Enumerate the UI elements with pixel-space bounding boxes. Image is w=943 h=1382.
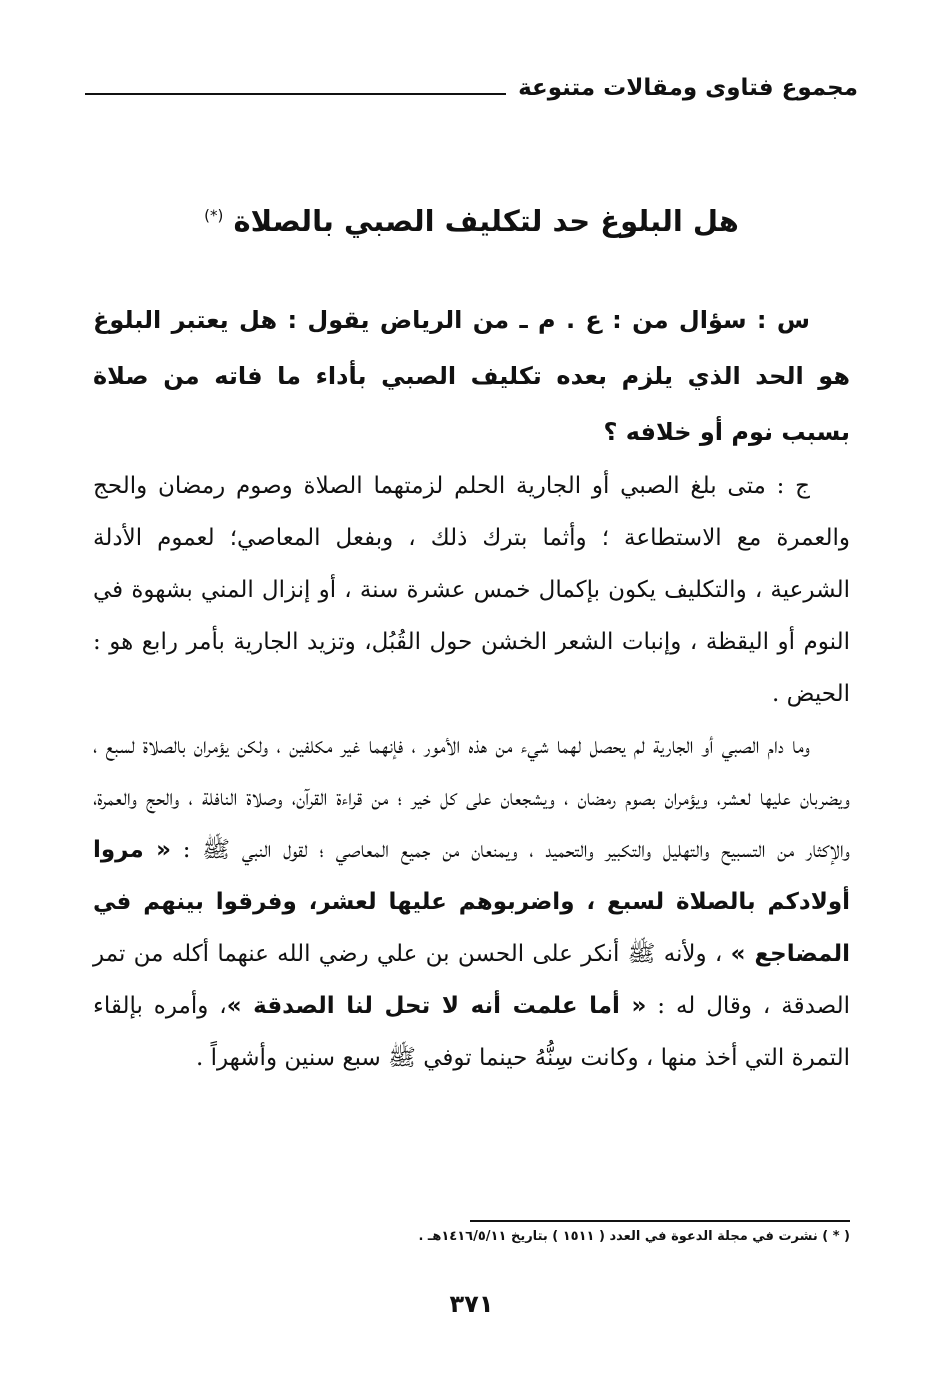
title-footnote-marker: (*) — [204, 206, 224, 225]
hadith-quote-2: « أما علمت أنه لا تحل لنا الصدقة » — [226, 993, 647, 1019]
footnote-rule — [470, 1220, 850, 1222]
page-number: ٣٧١ — [449, 1290, 494, 1318]
question-paragraph: س : سؤال من : ع . م ـ من الرياض يقول : هل يعتبر البلوغ هو الحد الذي يلزم بعده تكليف الصبي بأداء ما فاته من صلاة بسبب نوم أو خلافه ؟ — [93, 306, 850, 446]
answer-paragraph-2 — [93, 720, 850, 1084]
answer-paragraph-1: ج : متى بلغ الصبي أو الجارية الحلم لزمتهما الصلاة وصوم رمضان والحج والعمرة مع الاستطاعة ؛ وأثما بترك ذلك ، وبفعل المعاصي؛ لعموم الأدلة الشرعية ، والتكليف يكون بإكمال خمس عشرة سنة ، أو إنزال المني بشهوة في النوم أو اليقظة ، وإنبات الشعر الخشن حول القُبُل، وتزيد الجارية بأمر رابع هو : الحيض . — [93, 473, 850, 707]
answer-2-intro: وما دام الصبي أو الجارية لم يحصل لهما شيء من هذه الأمور ، فإنهما غير مكلفين ، ولكن يؤمران بالصلاة لسبع ، ويضربان عليها لعشر، ويؤمران بصوم رمضان ، ويشجعان على كل خير ؛ من قراءة القرآن، وصلاة النافلة ، والحج والعمرة، والإكثار من التسبيح والتهليل والتكبير والتحميد ، ويمنعان من جميع المعاصي ؛ لقول النبي ﷺ : — [93, 733, 850, 863]
article-body — [93, 292, 850, 1084]
article-title — [85, 204, 858, 238]
header-rule — [85, 93, 506, 95]
footnote: ( * ) نشرت في مجلة الدعوة في العدد ( ١٥١١ ) بتاريخ ١٤١٦/٥/١١هـ . — [418, 1229, 850, 1244]
hadith-quote-1: « مروا أولادكم بالصلاة لسبع ، واضربوهم عليها لعشر، وفرقوا بينهم في المضاجع » — [93, 837, 850, 967]
answer-2-end: ، وأمره بإلقاء التمرة التي أخذ منها ، وكانت سِنُّهُ حينما توفي ﷺ سبع سنين وأشهراً . — [93, 993, 850, 1071]
answer-2-middle: ، ولأنه ﷺ أنكر على الحسن بن علي رضي الله عنهما أكله من تمر الصدقة ، وقال له : — [93, 941, 850, 1019]
running-header — [85, 68, 858, 108]
running-header-title: مجموع فتاوى ومقالات متنوعة — [518, 75, 858, 101]
article-title-text: هل البلوغ حد لتكليف الصبي بالصلاة — [233, 204, 739, 238]
